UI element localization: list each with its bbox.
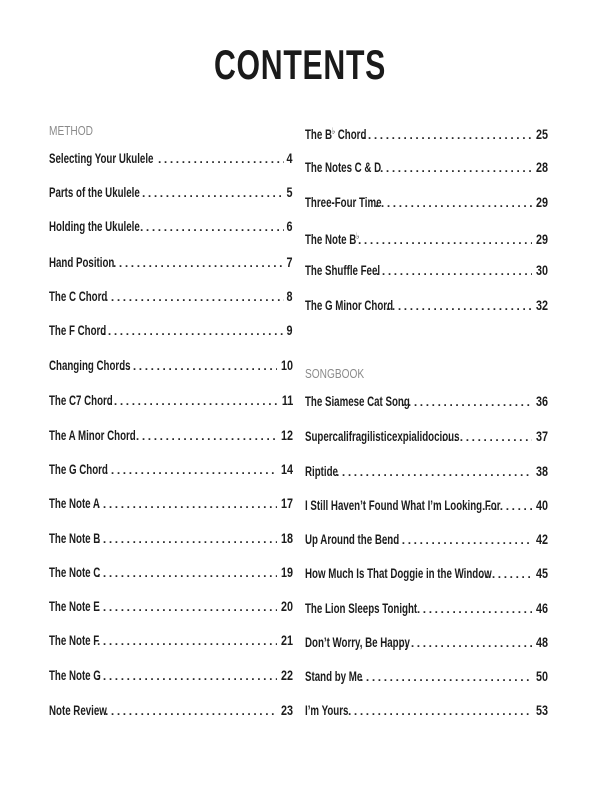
- toc-entry[interactable]: [305, 463, 548, 479]
- entry-title: The Note B♭: [305, 231, 360, 247]
- entry-page: 50: [535, 669, 548, 684]
- entry-title: Three-Four Time: [305, 195, 382, 210]
- entry-page: 23: [280, 703, 293, 718]
- entry-page: 40: [535, 498, 548, 513]
- dot-leader: [97, 531, 277, 547]
- entry-title: The C Chord: [49, 289, 108, 304]
- toc-entry[interactable]: [49, 564, 293, 580]
- toc-entry[interactable]: [305, 159, 548, 175]
- toc-entry[interactable]: [49, 288, 293, 304]
- entry-page: 11: [281, 393, 293, 408]
- entry-page: 37: [535, 429, 548, 444]
- entry-title: Hand Position: [49, 255, 115, 270]
- toc-entry[interactable]: [305, 194, 548, 210]
- entry-title: How Much Is That Doggie in the Window: [305, 566, 492, 581]
- entry-title: Riptide: [305, 464, 338, 479]
- entry-title: Don’t Worry, Be Happy: [305, 635, 410, 650]
- dot-leader: [336, 464, 532, 480]
- entry-title: The B♭ Chord: [305, 126, 367, 142]
- entry-page: 5: [286, 185, 293, 200]
- entry-page: 22: [280, 668, 293, 683]
- entry-page: 32: [535, 298, 548, 313]
- entry-title: Stand by Me: [305, 669, 363, 684]
- toc-entry[interactable]: [49, 530, 293, 546]
- entry-title: The Lion Sleeps Tonight: [305, 601, 418, 616]
- toc-entry[interactable]: [49, 667, 293, 683]
- dot-leader: [108, 393, 278, 409]
- entry-title: Parts of the Ukulele: [49, 185, 140, 200]
- entry-page: 29: [535, 232, 548, 247]
- entry-page: 36: [535, 394, 548, 409]
- entry-page: 25: [535, 127, 548, 142]
- entry-page: 17: [280, 496, 293, 511]
- entry-page: 30: [535, 263, 548, 278]
- dot-leader: [405, 601, 532, 617]
- toc-entry[interactable]: [49, 702, 293, 718]
- toc-entry[interactable]: [305, 634, 548, 650]
- entry-page: 45: [535, 566, 548, 581]
- toc-entry[interactable]: [49, 150, 293, 166]
- entry-page: 18: [280, 531, 293, 546]
- entry-page: 21: [280, 633, 293, 648]
- dot-leader: [102, 323, 284, 339]
- entry-title: Holding the Ukulele: [49, 219, 140, 234]
- toc-entry[interactable]: [49, 357, 293, 373]
- dot-leader: [375, 195, 532, 211]
- entry-page: 46: [535, 601, 548, 616]
- entry-page: 6: [286, 219, 293, 234]
- toc-entry[interactable]: [305, 531, 548, 547]
- entry-title: The Note E: [49, 599, 100, 614]
- toc-entry[interactable]: [305, 262, 548, 278]
- entry-page: 19: [280, 565, 293, 580]
- entry-page: 9: [286, 323, 293, 338]
- dot-leader: [97, 668, 277, 684]
- entry-page: 8: [286, 289, 293, 304]
- entry-title: The A Minor Chord: [49, 428, 136, 443]
- toc-entry[interactable]: [305, 297, 548, 313]
- entry-title: The Shuffle Feel: [305, 263, 381, 278]
- entry-title: The G Minor Chord: [305, 298, 394, 313]
- toc-entry[interactable]: [49, 598, 293, 614]
- dot-leader: [97, 565, 277, 581]
- dot-leader: [158, 151, 284, 167]
- toc-entry[interactable]: [49, 392, 293, 408]
- toc-entry[interactable]: [49, 322, 293, 338]
- dot-leader: [402, 394, 532, 410]
- flat-symbol: ♭: [332, 126, 336, 136]
- toc-entry[interactable]: [49, 254, 293, 270]
- dot-leader: [376, 263, 532, 279]
- toc-entry[interactable]: [49, 461, 293, 477]
- entry-page: 28: [535, 160, 548, 175]
- toc-entry[interactable]: [305, 600, 548, 616]
- entry-page: 29: [535, 195, 548, 210]
- toc-entry[interactable]: [305, 565, 548, 581]
- entry-title: Note Review: [49, 703, 107, 718]
- entry-title: The F Chord: [49, 323, 107, 338]
- section-label-method: METHOD: [49, 123, 93, 138]
- toc-entry[interactable]: [305, 393, 548, 409]
- dot-leader: [121, 358, 277, 374]
- entry-title: The Note B: [49, 531, 101, 546]
- entry-title: Changing Chords: [49, 358, 131, 373]
- entry-title: The G Chord: [49, 462, 108, 477]
- section-label-songbook: SONGBOOK: [305, 366, 365, 381]
- entry-page: 20: [280, 599, 293, 614]
- entry-title: I Still Haven’t Found What I’m Looking For: [305, 498, 501, 513]
- dot-leader: [362, 127, 532, 143]
- dot-leader: [113, 255, 284, 271]
- dot-leader: [384, 532, 532, 548]
- entry-title: The Note C: [49, 565, 101, 580]
- dot-leader: [105, 289, 284, 305]
- toc-entry[interactable]: [305, 497, 548, 513]
- entry-title: The Note G: [49, 668, 101, 683]
- entry-title: The Notes C & D: [305, 160, 382, 175]
- toc-entry[interactable]: [305, 228, 548, 247]
- dot-leader: [105, 703, 277, 719]
- flat-symbol: ♭: [356, 231, 360, 241]
- entry-page: 14: [280, 462, 293, 477]
- entry-page: 53: [535, 703, 548, 718]
- dot-leader: [105, 462, 277, 478]
- toc-entry[interactable]: [305, 428, 548, 444]
- entry-title: The Siamese Cat Song: [305, 394, 410, 409]
- entry-page: 4: [286, 151, 293, 166]
- toc-entry[interactable]: [49, 495, 293, 511]
- dot-leader: [386, 298, 532, 314]
- dot-leader: [399, 635, 532, 651]
- dot-leader: [358, 232, 532, 248]
- dot-leader: [97, 599, 277, 615]
- entry-page: 7: [286, 255, 293, 270]
- dot-leader: [140, 219, 284, 235]
- entry-page: 10: [280, 358, 293, 373]
- toc-entry[interactable]: [305, 668, 548, 684]
- dot-leader: [380, 160, 532, 176]
- toc-entry[interactable]: [49, 427, 293, 443]
- entry-title: The Note A: [49, 496, 100, 511]
- toc-entry[interactable]: [49, 632, 293, 648]
- toc-entry[interactable]: [305, 123, 548, 142]
- toc-entry[interactable]: [305, 702, 548, 718]
- dot-leader: [97, 633, 277, 649]
- dot-leader: [360, 669, 532, 685]
- entry-title: Supercalifragilisticexpialidocious: [305, 429, 460, 444]
- dot-leader: [130, 428, 277, 444]
- entry-title: Selecting Your Ukulele: [49, 151, 154, 166]
- toc-entry[interactable]: [49, 184, 293, 200]
- page-title: CONTENTS: [213, 41, 387, 88]
- dot-leader: [142, 185, 284, 201]
- entry-page: 38: [535, 464, 548, 479]
- dot-leader: [348, 703, 532, 719]
- toc-entry[interactable]: [49, 218, 293, 234]
- entry-page: 12: [280, 428, 293, 443]
- entry-title: The C7 Chord: [49, 393, 113, 408]
- entry-title: I’m Yours: [305, 703, 349, 718]
- entry-title: Up Around the Bend: [305, 532, 400, 547]
- entry-title: The Note F: [49, 633, 100, 648]
- entry-page: 42: [535, 532, 548, 547]
- dot-leader: [97, 496, 277, 512]
- entry-page: 48: [535, 635, 548, 650]
